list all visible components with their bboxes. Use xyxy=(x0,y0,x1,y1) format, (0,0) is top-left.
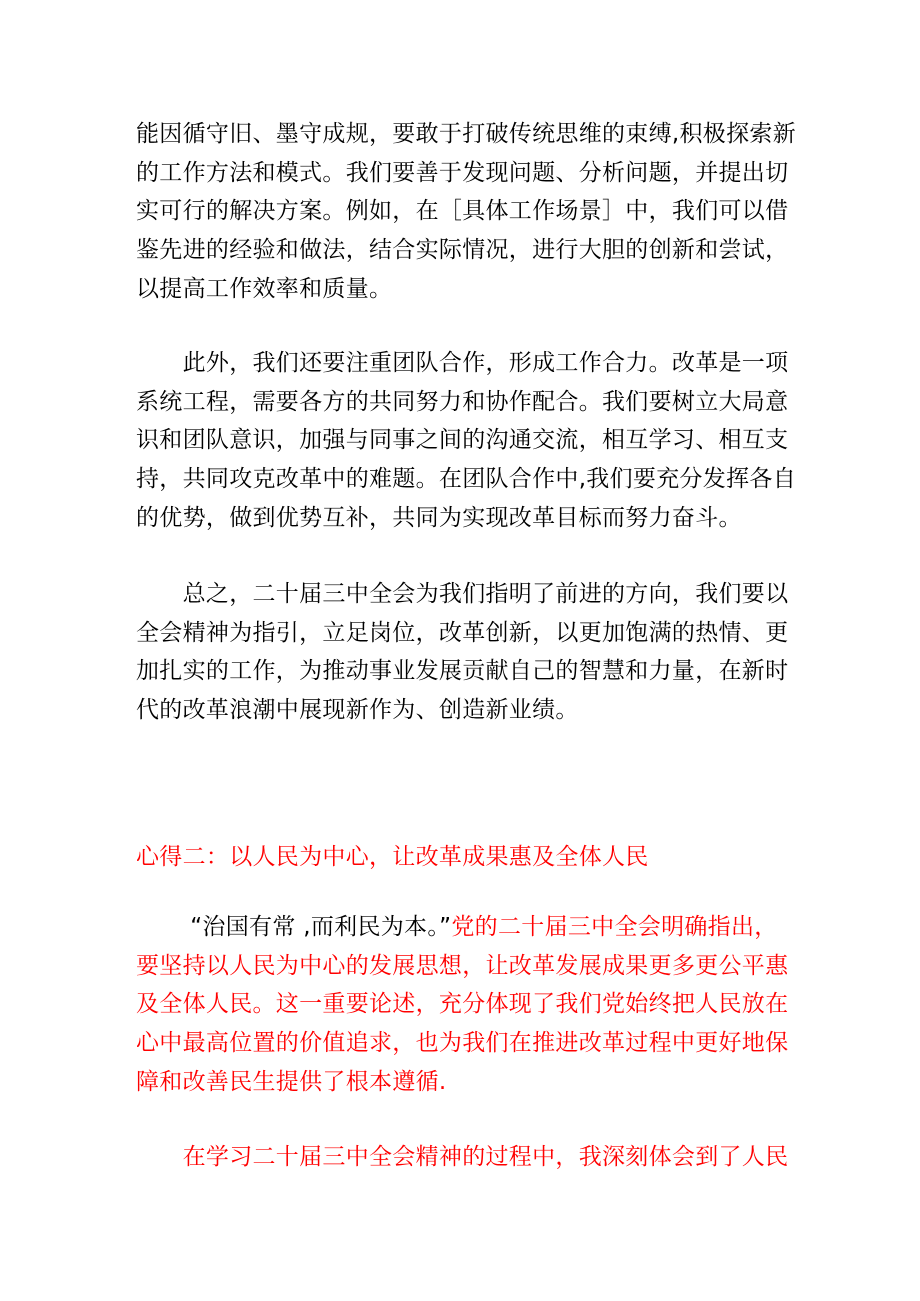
paragraph-conclusion xyxy=(136,575,796,730)
section-heading xyxy=(136,838,796,877)
text-line: 识和团队意识，加强与同事之间的沟通交流，相互学习、相互支 xyxy=(136,427,789,454)
text-line: 要坚持以人民为中心的发展思想，让改革发展成果更多更公平惠 xyxy=(136,952,789,979)
text-line: 鉴先进的经验和做法，结合实际情况，进行大胆的创新和尝试， xyxy=(136,237,789,264)
text-line: 系统工程，需要各方的共同努力和协作配合。我们要树立大局意 xyxy=(136,388,789,415)
text-line: 加扎实的工作，为推动事业发展贡献自己的智慧和力量，在新时 xyxy=(136,658,789,685)
text-line: 及全体人民。这一重要论述，充分体现了我们党始终把人民放在 xyxy=(136,991,789,1018)
text-line: 总之，二十届三中全会为我们指明了前进的方向，我们要以 xyxy=(136,581,789,607)
quote-text: “治国有常 ,而利民为本。” xyxy=(136,914,452,940)
paragraph-teamwork xyxy=(136,344,796,538)
text-line: 的优势，做到优势互补，共同为实现改革目标而努力奋斗。 xyxy=(136,504,742,531)
text-line: 实可行的解决方案。例如，在［具体工作场景］中，我们可以借 xyxy=(136,198,789,225)
text-line: 此外，我们还要注重团队合作，形成工作合力。改革是一项 xyxy=(136,350,789,376)
text-line: 能因循守旧、墨守成规，要敢于打破传统思维的束缚,积极探索新 xyxy=(136,121,797,147)
paragraph-innovation xyxy=(136,115,796,309)
text-line: 全会精神为指引，立足岗位，改革创新，以更加饱满的热情、更 xyxy=(136,619,789,646)
text-line: 代的改革浪潮中展现新作为、创造新业绩。 xyxy=(136,697,579,724)
text-line: 以提高工作效率和质量。 xyxy=(136,275,393,302)
paragraph-study xyxy=(136,1138,796,1177)
text-line: 在学习二十届三中全会精神的过程中，我深刻体会到了人民 xyxy=(136,1144,789,1170)
text-line: 持，共同攻克改革中的难题。在团队合作中,我们要充分发挥各自 xyxy=(136,466,797,493)
text-line: 障和改善民生提供了根本遵循. xyxy=(136,1068,447,1095)
highlight-text: 党的二十届三中全会明确指出， xyxy=(451,914,778,940)
section-heading-text: 心得二：以人民为中心，让改革成果惠及全体人民 xyxy=(136,844,649,870)
text-line: 心中最高位置的价值追求，也为我们在推进改革过程中更好地保 xyxy=(136,1030,789,1057)
text-line: 的工作方法和模式。我们要善于发现问题、分析问题，并提出切 xyxy=(136,159,789,186)
text-line xyxy=(136,908,796,947)
paragraph-people-centered xyxy=(136,908,796,1102)
